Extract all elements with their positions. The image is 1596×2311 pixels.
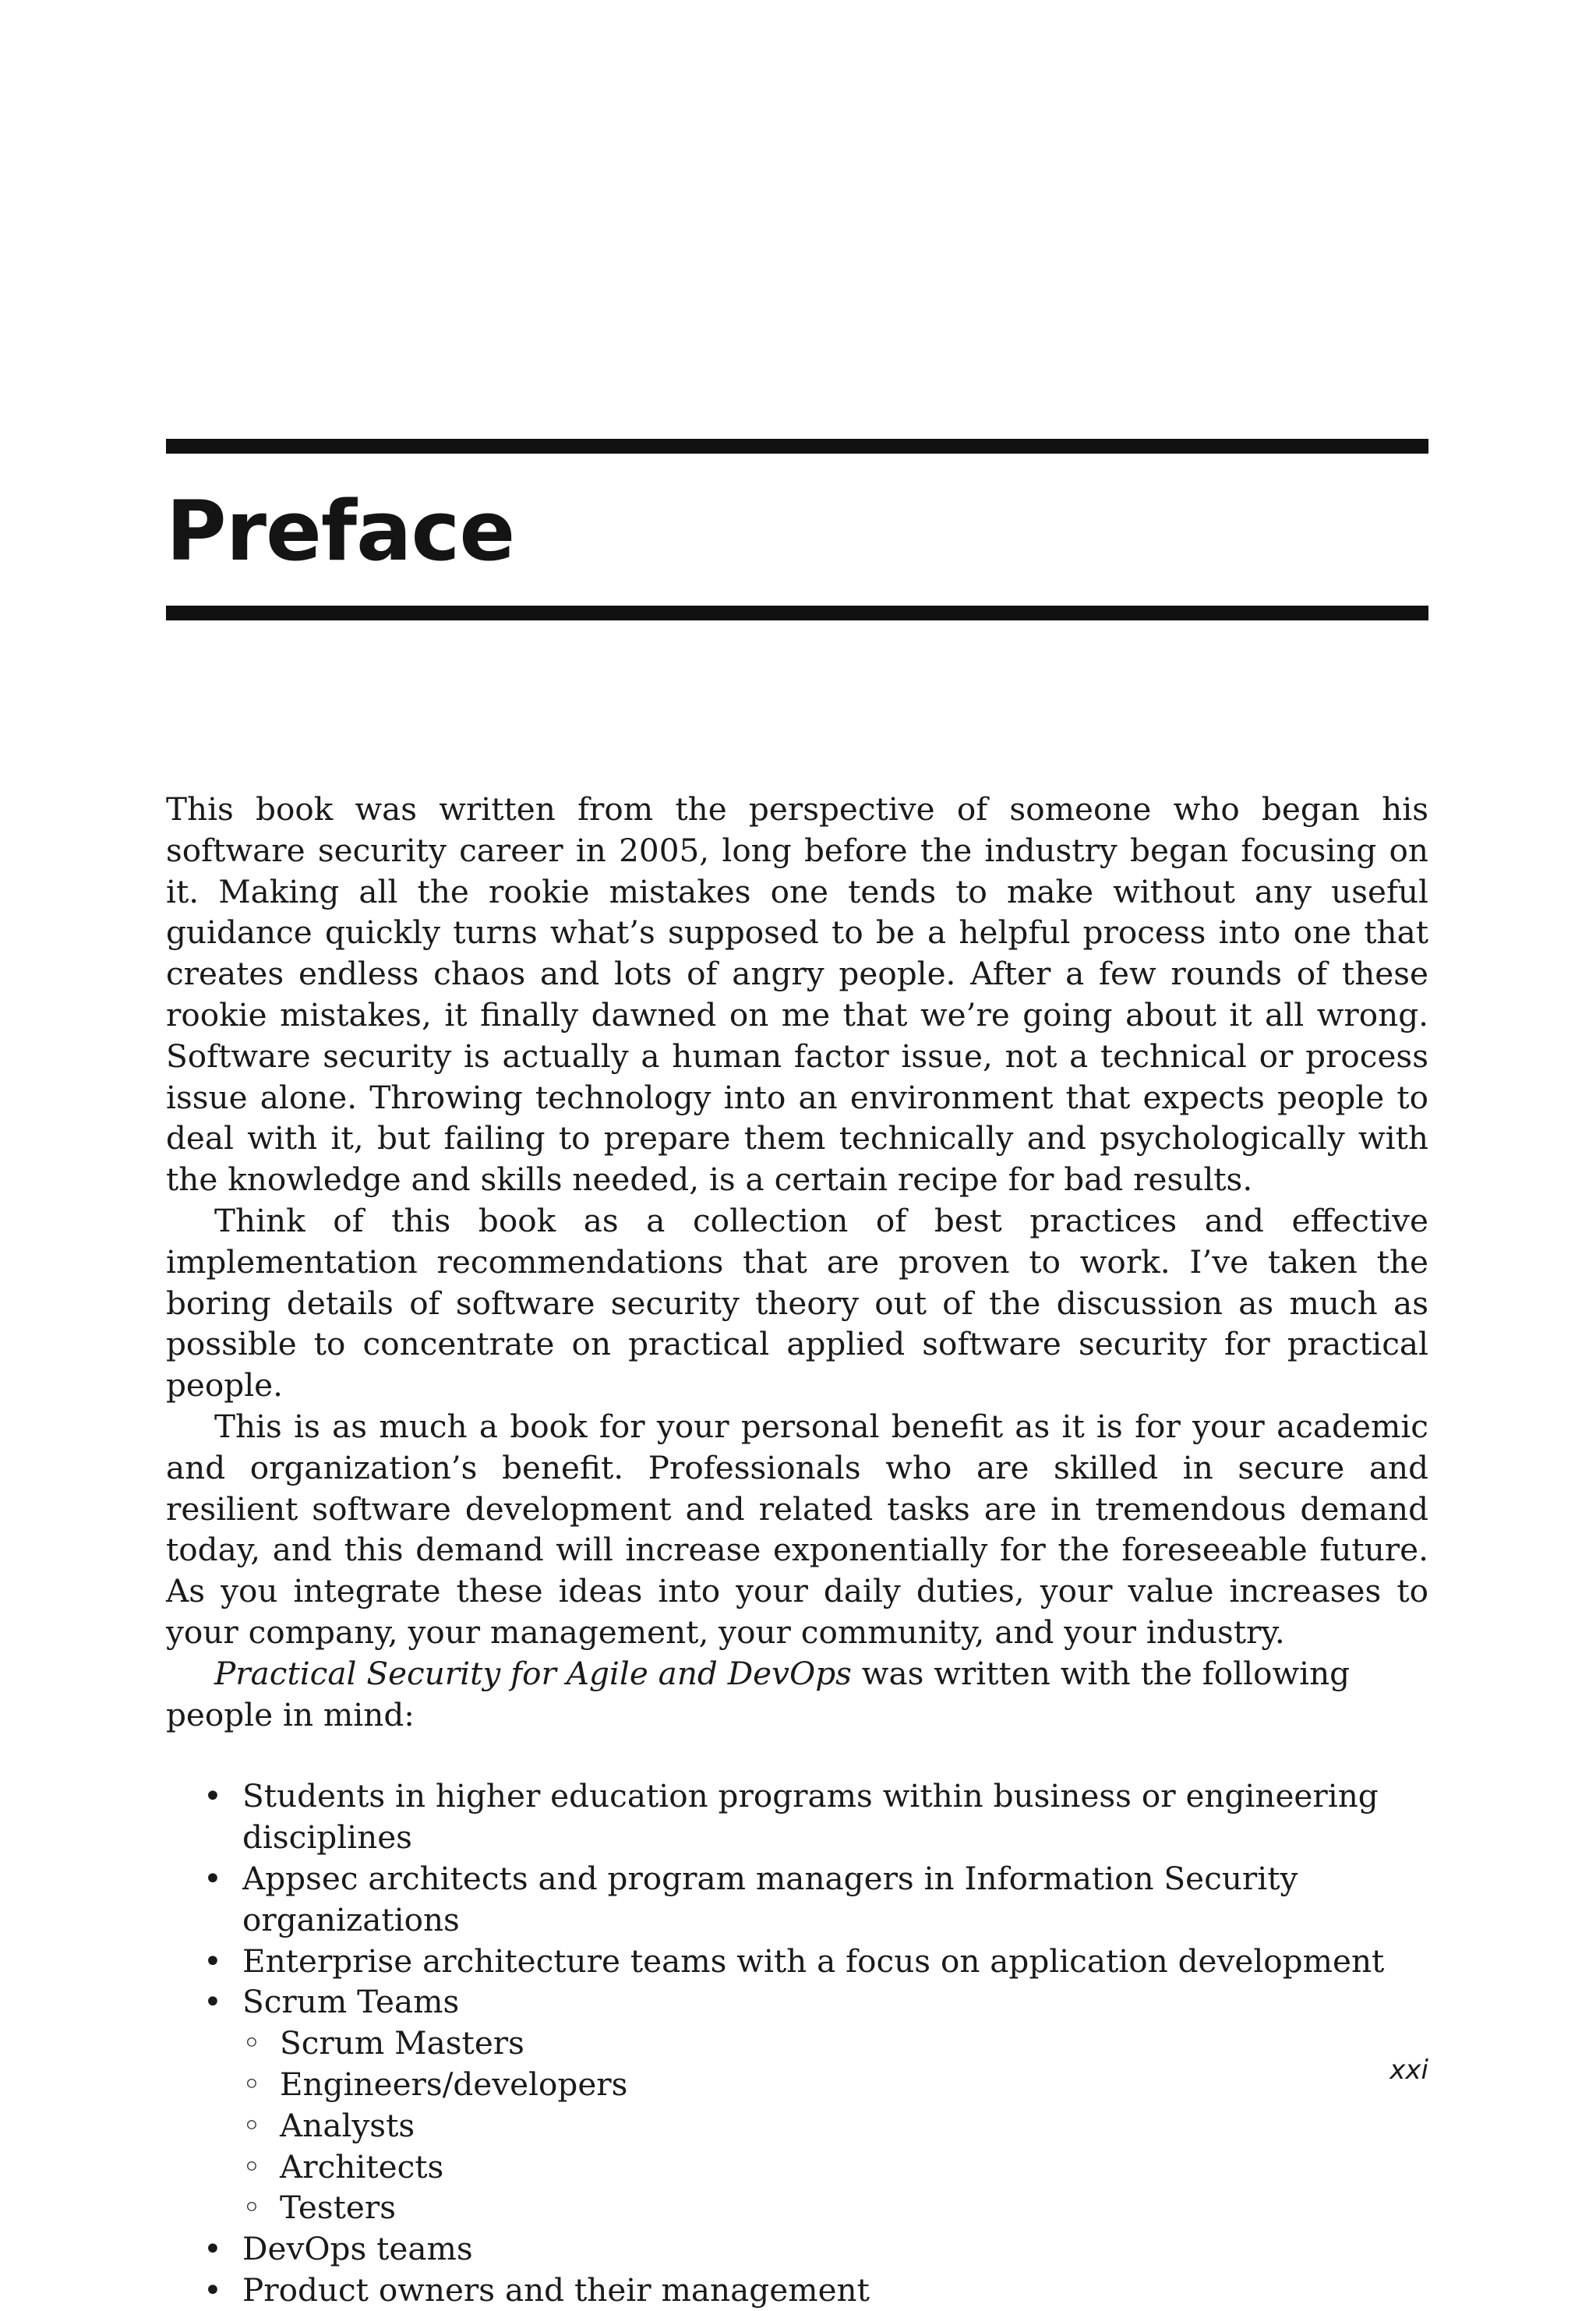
- page-number: xxi: [1389, 2055, 1428, 2086]
- sub-list-item: ◦ Engineers/developers: [242, 2064, 1428, 2105]
- scrum-roles-list: [242, 2023, 1428, 2228]
- list-item: • Product owners and their management: [166, 2270, 1428, 2311]
- sub-list-item: ◦ Testers: [242, 2187, 1428, 2228]
- audience-lead-in: [166, 1653, 1428, 1736]
- lead-in-text: was written with the following people in mind:: [166, 1654, 1351, 1733]
- audience-list: [166, 1776, 1428, 2310]
- list-item: • Students in higher education programs within business or engineering disciplines: [166, 1776, 1428, 1858]
- book-title: Practical Security for Agile and DevOps: [214, 1654, 852, 1692]
- paragraph: This is as much a book for your personal benefit as it is for your academic and organization’s benefit. Professionals who are skilled in secure and resilient software development and related tasks are in tremendous demand today, and this demand will increase exponentially for the foreseeable future. As you integrate these ideas into your daily duties, your value increases to your company, your management, your community, and your industry.: [166, 1407, 1428, 1651]
- sub-list-item: ◦ Analysts: [242, 2105, 1428, 2147]
- sub-list-item: ◦ Scrum Masters: [242, 2023, 1428, 2064]
- sub-list-item: ◦ Architects: [242, 2147, 1428, 2188]
- list-item: • Scrum Teams ◦ Scrum Masters ◦ Engineers/developers ◦ Analysts ◦ Architects ◦ Testers: [166, 1981, 1428, 2228]
- chapter-title: Preface: [166, 483, 515, 579]
- list-item: • Enterprise architecture teams with a focus on application development: [166, 1941, 1428, 1982]
- paragraph: This book was written from the perspective of someone who began his software security career in 2005, long before the industry began focusing on it. Making all the rookie mistakes one tends to make without any useful guidance quickly turns what’s supposed to be a helpful process into one that creates endless chaos and lots of angry people. After a few rounds of these rookie mistakes, it finally dawned on me that we’re going about it all wrong. Software security is actually a human factor issue, not a technical or process issue alone. Throwing technology into an environment that expects people to deal with it, but failing to prepare them technically and psychologically with the knowledge and skills needed, is a certain recipe for bad results.: [166, 790, 1428, 1199]
- list-item: • Appsec architects and program managers in Information Security organizations: [166, 1858, 1428, 1941]
- heading-rule-bottom: [166, 606, 1428, 620]
- body-text: [166, 789, 1428, 2311]
- list-item: • DevOps teams: [166, 2228, 1428, 2270]
- paragraph: Think of this book as a collection of best practices and effective implementation recommendations that are proven to work. I’ve taken the boring details of software security theory out of the discussion as much as possible to concentrate on practical applied software security for practical people.: [166, 1201, 1428, 1405]
- heading-rule-top: [166, 439, 1428, 454]
